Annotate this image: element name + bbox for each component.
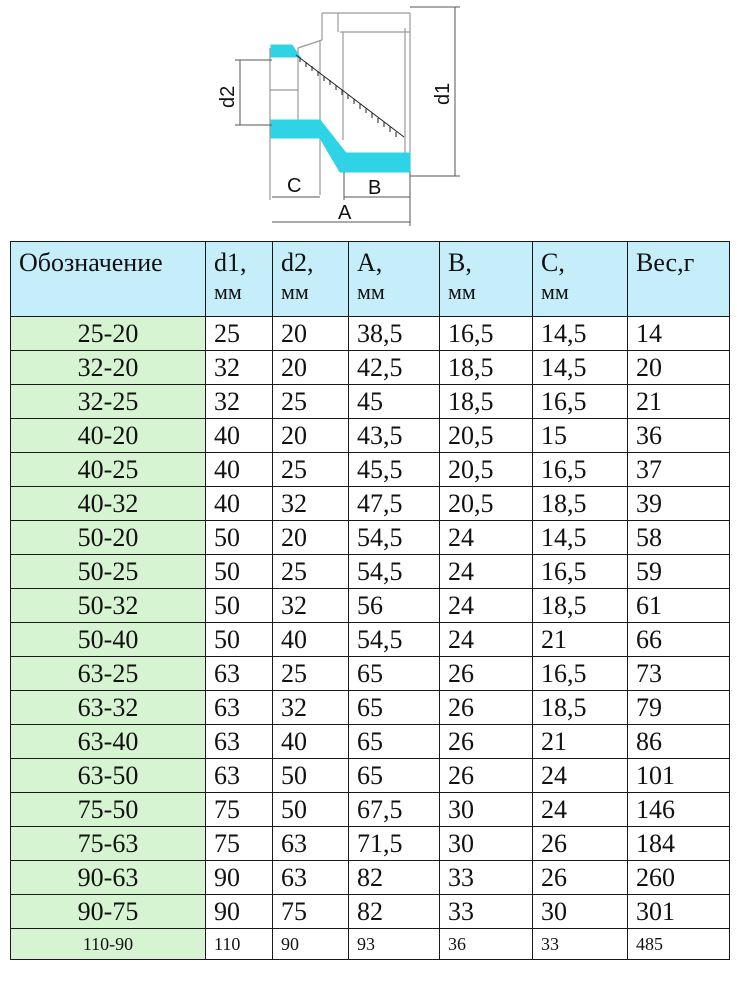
cell-c: 21: [533, 623, 628, 657]
label-b: B: [368, 177, 382, 199]
cell-a: 47,5: [349, 487, 440, 521]
cell-d2: 32: [273, 589, 349, 623]
cell-designation: 50-20: [11, 521, 206, 555]
header-unit: мм: [541, 279, 569, 304]
cell-d2: 25: [273, 385, 349, 419]
cell-a: 82: [349, 895, 440, 929]
cell-c: 16,5: [533, 555, 628, 589]
cell-b: 24: [440, 623, 533, 657]
cell-d2: 20: [273, 419, 349, 453]
cell-weight: 39: [628, 487, 730, 521]
cell-c: 14,5: [533, 351, 628, 385]
cell-d2: 50: [273, 759, 349, 793]
header-weight: [628, 242, 730, 317]
cell-c: 16,5: [533, 657, 628, 691]
header-unit: мм: [281, 279, 309, 304]
cell-weight: 66: [628, 623, 730, 657]
cell-d1: 75: [206, 793, 273, 827]
cell-designation: 75-50: [11, 793, 206, 827]
cell-a: 56: [349, 589, 440, 623]
header-a: [349, 242, 440, 317]
table-row: [11, 725, 730, 759]
table-body: [11, 317, 730, 960]
cell-d2: 20: [273, 521, 349, 555]
fitting-wall: [271, 45, 410, 172]
cell-designation: 40-25: [11, 453, 206, 487]
cell-d1: 50: [206, 521, 273, 555]
cell-c: 24: [533, 759, 628, 793]
cell-designation: 50-32: [11, 589, 206, 623]
cell-c: 26: [533, 827, 628, 861]
cell-d1: 90: [206, 861, 273, 895]
cell-c: 15: [533, 419, 628, 453]
cell-weight: 79: [628, 691, 730, 725]
header-unit: мм: [448, 279, 476, 304]
table-header-row: [11, 242, 730, 317]
cell-a: 65: [349, 759, 440, 793]
cell-designation: 63-25: [11, 657, 206, 691]
cell-b: 24: [440, 521, 533, 555]
cell-b: 16,5: [440, 317, 533, 351]
header-d2: [273, 242, 349, 317]
cell-d1: 40: [206, 419, 273, 453]
specification-table: [10, 241, 730, 960]
cell-d2: 20: [273, 317, 349, 351]
cell-d2: 20: [273, 351, 349, 385]
cell-d2: 90: [273, 929, 349, 960]
header-label: d1,: [214, 248, 247, 277]
cell-d1: 32: [206, 385, 273, 419]
cell-d1: 40: [206, 487, 273, 521]
cell-designation: 63-50: [11, 759, 206, 793]
cell-d2: 40: [273, 725, 349, 759]
label-a: A: [338, 202, 352, 224]
label-d1: d1: [432, 82, 454, 105]
table-row: [11, 555, 730, 589]
table-row: [11, 759, 730, 793]
cell-b: 18,5: [440, 385, 533, 419]
cell-a: 45: [349, 385, 440, 419]
header-label: Вес,г: [636, 248, 695, 277]
cell-c: 24: [533, 793, 628, 827]
cell-b: 24: [440, 555, 533, 589]
cell-a: 93: [349, 929, 440, 960]
cell-a: 65: [349, 725, 440, 759]
reducer-diagram: [0, 0, 737, 240]
cell-d2: 32: [273, 487, 349, 521]
header-label: Обозначение: [19, 248, 163, 277]
cell-c: 18,5: [533, 487, 628, 521]
cell-d2: 25: [273, 657, 349, 691]
header-d1: [206, 242, 273, 317]
cell-c: 18,5: [533, 589, 628, 623]
cell-b: 26: [440, 759, 533, 793]
cell-b: 20,5: [440, 453, 533, 487]
table-row: [11, 623, 730, 657]
cell-d2: 63: [273, 827, 349, 861]
cell-designation: 63-40: [11, 725, 206, 759]
cell-weight: 21: [628, 385, 730, 419]
header-unit: мм: [214, 279, 242, 304]
cell-a: 54,5: [349, 521, 440, 555]
cell-c: 14,5: [533, 521, 628, 555]
table-row: [11, 385, 730, 419]
cell-weight: 36: [628, 419, 730, 453]
cell-d1: 90: [206, 895, 273, 929]
cell-b: 30: [440, 793, 533, 827]
cell-d1: 75: [206, 827, 273, 861]
header-label: d2,: [281, 248, 314, 277]
cell-c: 18,5: [533, 691, 628, 725]
cell-designation: 32-20: [11, 351, 206, 385]
cell-designation: 32-25: [11, 385, 206, 419]
cell-a: 71,5: [349, 827, 440, 861]
cell-b: 18,5: [440, 351, 533, 385]
cell-weight: 301: [628, 895, 730, 929]
cell-c: 21: [533, 725, 628, 759]
cell-weight: 73: [628, 657, 730, 691]
cell-weight: 20: [628, 351, 730, 385]
header-c: [533, 242, 628, 317]
cell-weight: 86: [628, 725, 730, 759]
table-row: [11, 317, 730, 351]
cell-designation: 90-63: [11, 861, 206, 895]
dimension-lines: [235, 7, 460, 226]
cell-designation: 50-25: [11, 555, 206, 589]
table-row: [11, 419, 730, 453]
cell-d2: 25: [273, 453, 349, 487]
cell-d1: 110: [206, 929, 273, 960]
cell-b: 26: [440, 691, 533, 725]
cell-weight: 14: [628, 317, 730, 351]
cell-designation: 25-20: [11, 317, 206, 351]
cell-d2: 40: [273, 623, 349, 657]
cell-b: 33: [440, 895, 533, 929]
table-row: [11, 793, 730, 827]
cell-designation: 50-40: [11, 623, 206, 657]
cell-d1: 50: [206, 589, 273, 623]
cell-a: 67,5: [349, 793, 440, 827]
table-row: [11, 521, 730, 555]
cell-a: 54,5: [349, 555, 440, 589]
cell-d2: 25: [273, 555, 349, 589]
cell-c: 26: [533, 861, 628, 895]
table-row: [11, 351, 730, 385]
table-row: [11, 453, 730, 487]
cell-a: 82: [349, 861, 440, 895]
cell-d1: 50: [206, 555, 273, 589]
cell-a: 45,5: [349, 453, 440, 487]
cell-a: 54,5: [349, 623, 440, 657]
table-row: [11, 589, 730, 623]
cell-a: 65: [349, 657, 440, 691]
cell-a: 43,5: [349, 419, 440, 453]
table-row: [11, 657, 730, 691]
header-designation: [11, 242, 206, 317]
table-row: [11, 827, 730, 861]
cell-b: 20,5: [440, 419, 533, 453]
cell-weight: 58: [628, 521, 730, 555]
cell-weight: 59: [628, 555, 730, 589]
cell-b: 33: [440, 861, 533, 895]
cell-d2: 50: [273, 793, 349, 827]
cell-b: 30: [440, 827, 533, 861]
table-row: [11, 895, 730, 929]
cell-d2: 75: [273, 895, 349, 929]
table-row: [11, 487, 730, 521]
header-unit: мм: [357, 279, 385, 304]
cell-d1: 40: [206, 453, 273, 487]
cell-c: 30: [533, 895, 628, 929]
cell-designation: 110-90: [11, 929, 206, 960]
label-d2: d2: [217, 85, 239, 108]
cell-b: 36: [440, 929, 533, 960]
cell-c: 16,5: [533, 453, 628, 487]
cell-a: 42,5: [349, 351, 440, 385]
cell-d1: 50: [206, 623, 273, 657]
cell-d1: 25: [206, 317, 273, 351]
label-c: C: [287, 175, 302, 197]
cell-d1: 32: [206, 351, 273, 385]
cell-d1: 63: [206, 759, 273, 793]
cell-designation: 63-32: [11, 691, 206, 725]
table-row: [11, 691, 730, 725]
header-label: A,: [357, 248, 383, 277]
cell-c: 33: [533, 929, 628, 960]
cell-d1: 63: [206, 725, 273, 759]
header-label: B,: [448, 248, 472, 277]
cell-designation: 90-75: [11, 895, 206, 929]
cell-b: 20,5: [440, 487, 533, 521]
cell-d2: 63: [273, 861, 349, 895]
cell-d1: 63: [206, 657, 273, 691]
cell-b: 26: [440, 657, 533, 691]
cell-c: 14,5: [533, 317, 628, 351]
cell-weight: 146: [628, 793, 730, 827]
cell-b: 24: [440, 589, 533, 623]
cell-c: 16,5: [533, 385, 628, 419]
cell-b: 26: [440, 725, 533, 759]
cell-d1: 63: [206, 691, 273, 725]
cell-weight: 61: [628, 589, 730, 623]
cell-a: 38,5: [349, 317, 440, 351]
header-label: C,: [541, 248, 565, 277]
cell-d2: 32: [273, 691, 349, 725]
cell-designation: 40-20: [11, 419, 206, 453]
cell-weight: 485: [628, 929, 730, 960]
table-row: [11, 929, 730, 960]
cell-weight: 260: [628, 861, 730, 895]
cell-weight: 101: [628, 759, 730, 793]
cell-a: 65: [349, 691, 440, 725]
cell-designation: 40-32: [11, 487, 206, 521]
cell-weight: 37: [628, 453, 730, 487]
header-b: [440, 242, 533, 317]
cell-designation: 75-63: [11, 827, 206, 861]
cell-weight: 184: [628, 827, 730, 861]
table-row: [11, 861, 730, 895]
